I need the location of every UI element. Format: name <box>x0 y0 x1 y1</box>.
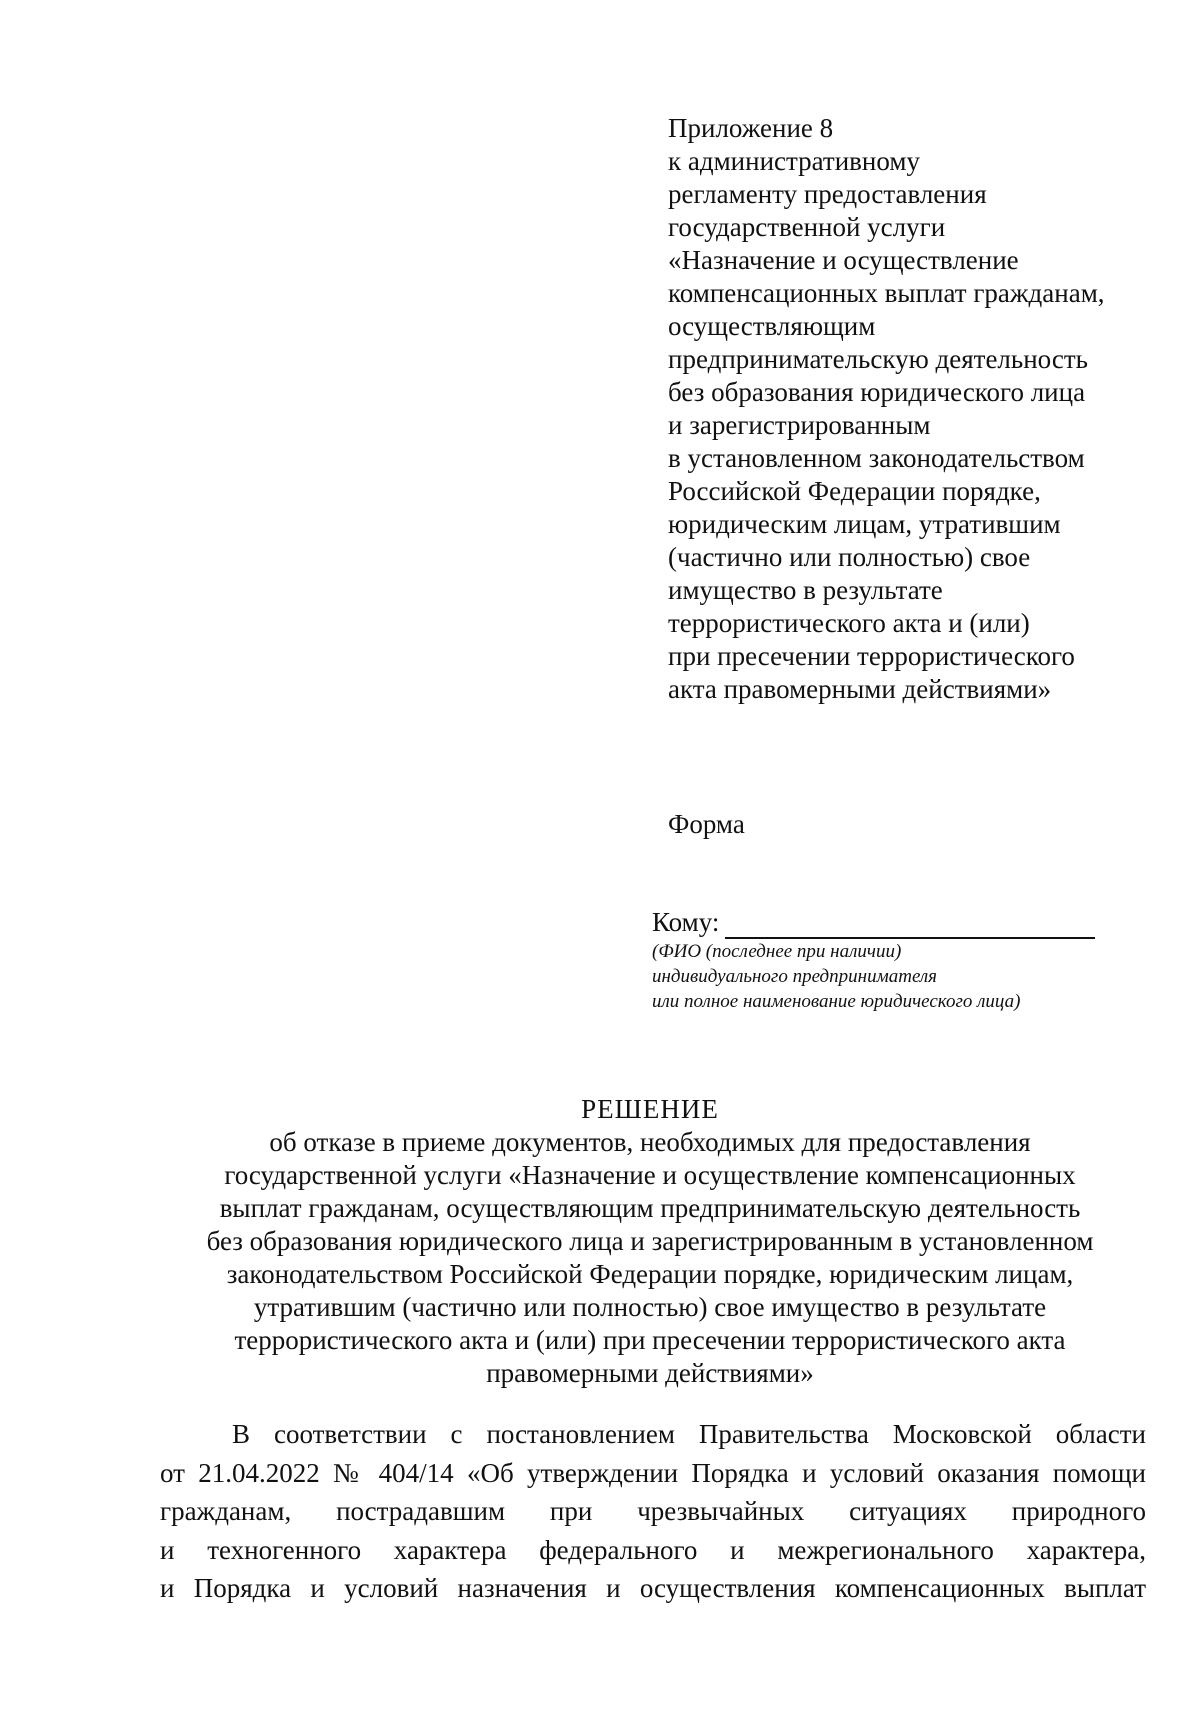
annex-line: при пресечении террористического <box>668 641 1075 671</box>
annex-line: государственной услуги <box>668 212 946 242</box>
body-line: гражданам, пострадавшим при чрезвычайных ситуациях природного <box>160 1496 1146 1526</box>
annex-line: к административному <box>668 146 920 176</box>
recipient-hint-line: или полное наименование юридического лица) <box>652 991 1021 1012</box>
decision-subtitle-line: террористического акта и (или) при пресечении террористического акта <box>234 1325 1066 1355</box>
annex-line: террористического акта и (или) <box>668 608 1030 638</box>
annex-line: Приложение 8 <box>668 113 834 143</box>
annex-line: без образования юридического лица <box>668 377 1086 407</box>
recipient-hint-line: (ФИО (последнее при наличии) <box>652 941 902 962</box>
body-line: и Порядка и условий назначения и осуществления компенсационных выплат <box>160 1573 1146 1603</box>
body-line: от 21.04.2022 № 404/14 «Об утверждении Порядка и условий оказания помощи <box>160 1457 1146 1488</box>
decision-subtitle-line: выплат гражданам, осуществляющим предпринимательскую деятельность <box>219 1193 1081 1223</box>
recipient-label: Кому: <box>652 907 720 937</box>
decision-subtitle-line: без образования юридического лица и зарегистрированным в установленном <box>206 1226 1094 1256</box>
annex-line: имущество в результате <box>668 575 943 605</box>
annex-line: осуществляющим <box>668 311 876 341</box>
annex-line: «Назначение и осуществление <box>668 245 1019 275</box>
decision-title: РЕШЕНИЕ <box>581 1094 719 1124</box>
form-label: Форма <box>668 809 745 839</box>
decision-subtitle-line: правомерными действиями» <box>486 1358 814 1388</box>
decision-heading <box>140 1092 1160 1390</box>
annex-line: акта правомерными действиями» <box>668 674 1052 704</box>
body-line: и техногенного характера федерального и межрегионального характера, <box>160 1534 1146 1565</box>
decision-subtitle-line: государственной услуги «Назначение и осуществление компенсационных <box>224 1160 1076 1190</box>
annex-line: Российской Федерации порядке, <box>668 476 1041 506</box>
decision-subtitle-line: законодательством Российской Федерации порядке, юридическим лицам, <box>226 1259 1074 1289</box>
decision-subtitle-line: об отказе в приеме документов, необходимых для предоставления <box>269 1127 1031 1157</box>
body-line: В соответствии с постановлением Правительства Московской области <box>232 1419 1146 1449</box>
annex-line: предпринимательскую деятельность <box>668 344 1088 374</box>
annex-header <box>668 112 1188 706</box>
annex-line: и зарегистрированным <box>668 410 931 440</box>
annex-line: (частично или полностью) свое <box>668 542 1031 572</box>
recipient-blank-field[interactable] <box>725 911 1095 939</box>
annex-line: регламенту предоставления <box>668 179 987 209</box>
body-paragraph <box>160 1415 1146 1608</box>
recipient-block <box>652 906 1112 1014</box>
decision-subtitle-line: утратившим (частично или полностью) свое имущество в результате <box>253 1292 1047 1322</box>
annex-line: юридическим лицам, утратившим <box>668 509 1061 539</box>
annex-line: компенсационных выплат гражданам, <box>668 278 1105 308</box>
recipient-row <box>652 906 1112 939</box>
recipient-hint-line: индивидуального предпринимателя <box>652 966 938 987</box>
annex-line: в установленном законодательством <box>668 443 1085 473</box>
